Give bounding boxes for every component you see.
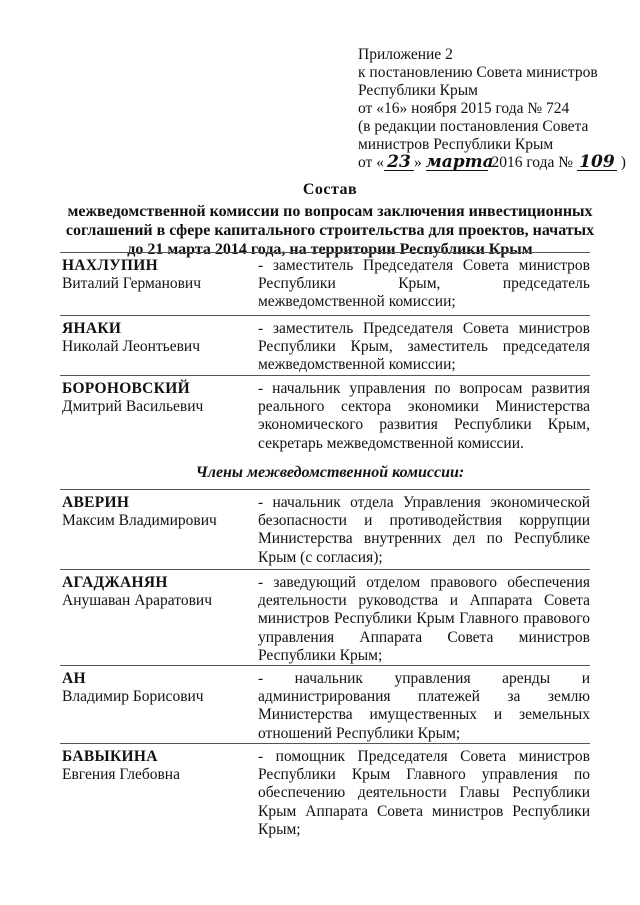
person-name <box>62 257 201 293</box>
separator-line <box>60 315 590 316</box>
given-name: Николай Леонтьевич <box>62 338 201 355</box>
date-close: ) <box>620 154 626 171</box>
separator-line <box>60 252 590 253</box>
person-name <box>62 494 217 530</box>
title-line: до 21 марта 2014 года, на территории Республики Крым <box>127 241 533 258</box>
given-name: Евгения Глебовна <box>62 766 180 783</box>
person-name <box>62 670 204 706</box>
title-heading: Состав <box>302 181 358 198</box>
separator-line <box>60 375 590 376</box>
surname: БОРОНОВСКИЙ <box>62 380 190 397</box>
handwritten-day: 23 <box>384 154 414 171</box>
separator-line <box>60 665 590 666</box>
surname: БАВЫКИНА <box>62 748 158 765</box>
separator-line <box>60 489 590 490</box>
person-name <box>62 380 203 416</box>
title-line: межведомственной комиссии по вопросам заключения инвестиционных <box>67 203 593 220</box>
date-prefix: от « <box>358 154 384 171</box>
surname: АВЕРИН <box>62 494 130 511</box>
surname: ЯНАКИ <box>62 320 122 337</box>
handwritten-month: марта <box>425 152 494 172</box>
separator-line <box>60 743 590 744</box>
annex-line: министров Республики Крым <box>358 136 554 153</box>
surname: АН <box>62 670 86 687</box>
person-name <box>62 320 200 356</box>
surname: АГАДЖАНЯН <box>62 574 168 591</box>
position-description: - помощник Председателя Совета министров Республики Крым Главного управления по обеспечению деятельности Главы Республики Крым Аппарата Совета министров Республики Крым; <box>258 748 590 838</box>
annex-line: Приложение 2 <box>358 46 453 63</box>
position-description: - начальник управления по вопросам развития реального сектора экономики Министерства экономического развития Республики Крым, секретарь межведомственной комиссии. <box>258 380 590 452</box>
person-name <box>62 748 180 784</box>
annex-line: (в редакции постановления Совета <box>358 118 589 135</box>
given-name: Максим Владимирович <box>62 512 217 529</box>
given-name: Дмитрий Васильевич <box>62 398 204 415</box>
document-title <box>60 180 600 259</box>
amendment-date-line <box>358 154 626 172</box>
given-name: Владимир Борисович <box>62 688 204 705</box>
annex-header <box>358 46 626 172</box>
annex-line: к постановлению Совета министров <box>358 64 598 81</box>
given-name: Анушаван Араратович <box>62 592 212 609</box>
position-description: - начальник управления аренды и администрирования платежей за землю Министерства имущественных и земельных отношений Республики Крым; <box>258 670 590 742</box>
person-name <box>62 574 212 610</box>
date-year: 2016 года № <box>491 154 574 171</box>
position-description: - заведующий отделом правового обеспечения деятельности руководства и Аппарата Совета министров Республики Крым Главного правового управления Аппарата Совета министров Республики Крым; <box>258 574 590 664</box>
handwritten-number: 109 <box>577 154 617 171</box>
position-description: - начальник отдела Управления экономической безопасности и противодействия коррупции Министерства внутренних дел по Республике Крым (с согласия); <box>258 494 590 566</box>
given-name: Виталий Германович <box>62 275 202 292</box>
title-line: соглашений в сфере капитального строительства для проектов, начатых <box>65 222 595 239</box>
annex-line: от «16» ноября 2015 года № 724 <box>358 100 570 117</box>
position-description: - заместитель Председателя Совета министров Республики Крым, заместитель председателя межведомственной комиссии; <box>258 320 590 374</box>
members-heading: Члены межведомственной комиссии: <box>195 464 465 481</box>
separator-line <box>60 569 590 570</box>
date-quote: » <box>413 154 422 171</box>
annex-line: Республики Крым <box>358 82 478 99</box>
surname: НАХЛУПИН <box>62 257 158 274</box>
position-description: - заместитель Председателя Совета министров Республики Крым, председатель межведомственной комиссии; <box>258 257 590 311</box>
